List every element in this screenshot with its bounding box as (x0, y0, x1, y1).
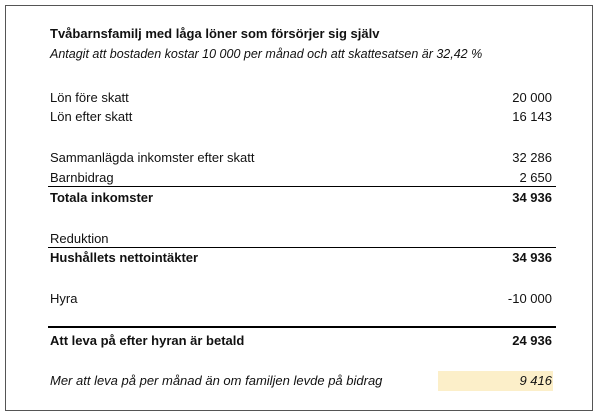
row-value: 9 416 (519, 373, 552, 388)
row-label: Totala inkomster (50, 190, 154, 205)
row-lon-fore-skatt (50, 89, 554, 107)
row-label: Mer att leva på per månad än om familjen levde på bidrag (50, 373, 383, 388)
row-label: Barnbidrag (50, 170, 114, 185)
table-frame (5, 5, 593, 411)
row-value: 16 143 (512, 109, 552, 124)
row-label: Lön före skatt (50, 90, 129, 105)
row-label: Reduktion (50, 231, 109, 246)
row-hyra (50, 290, 554, 308)
row-hushallets-nettointakter (50, 249, 554, 267)
row-sammanlagda-inkomster (50, 149, 554, 167)
row-label: Sammanlägda inkomster efter skatt (50, 150, 255, 165)
divider-thick (48, 326, 556, 328)
row-reduktion (50, 230, 554, 248)
row-label: Hushållets nettointäkter (50, 250, 199, 265)
row-value: 20 000 (512, 90, 552, 105)
table-title: Tvåbarnsfamilj med låga löner som försörjer sig själv (50, 26, 380, 41)
divider (48, 247, 556, 248)
row-value: 34 936 (512, 190, 552, 205)
row-value: -10 000 (507, 291, 552, 306)
row-label: Hyra (50, 291, 78, 306)
row-mer-att-leva-pa (50, 372, 554, 390)
row-value: 2 650 (519, 170, 552, 185)
table-subtitle: Antagit att bostaden kostar 10 000 per månad och att skattesatsen är 32,42 % (50, 47, 483, 61)
row-att-leva-pa (50, 332, 554, 350)
row-value: 34 936 (512, 250, 552, 265)
row-totala-inkomster (50, 189, 554, 207)
row-label: Lön efter skatt (50, 109, 133, 124)
row-label: Att leva på efter hyran är betald (50, 333, 245, 348)
row-value: 32 286 (512, 150, 552, 165)
row-value: 24 936 (512, 333, 552, 348)
divider (48, 186, 556, 187)
row-barnbidrag (50, 169, 554, 187)
row-lon-efter-skatt (50, 108, 554, 126)
